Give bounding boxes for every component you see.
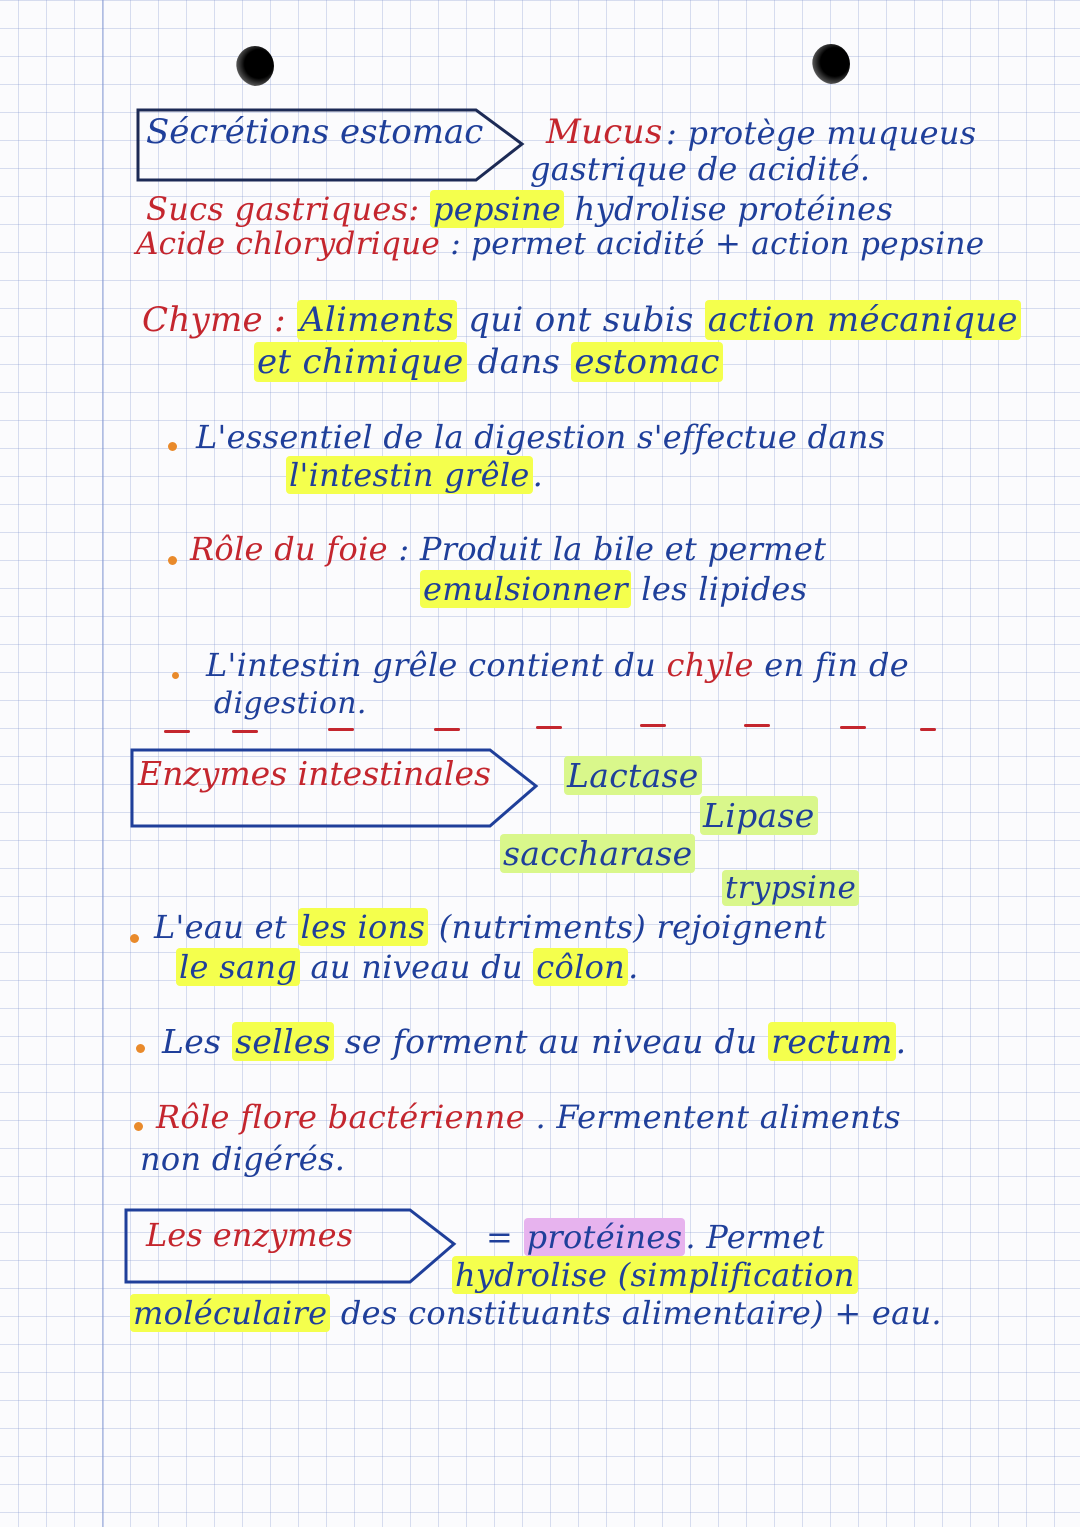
bullet-dot (134, 1122, 143, 1131)
bullet1-line2: l'intestin grêle. (286, 456, 543, 494)
box-les-enzymes (124, 1206, 460, 1286)
enzyme-saccharase: saccharase (500, 834, 695, 873)
bullet-dot (136, 1044, 145, 1053)
sucs-highlight: pepsine (430, 190, 564, 228)
box-label: Enzymes intestinales (138, 754, 491, 793)
mucus-term: Mucus (546, 112, 663, 152)
def-highlight-pink: protéines (524, 1218, 686, 1256)
chyme-term: Chyme (142, 300, 263, 340)
acide-rest: : permet acidité + action pepsine (450, 226, 985, 262)
bullet-dot (168, 442, 177, 451)
def-line2: hydrolise (simplification (452, 1256, 858, 1294)
box-secretions-estomac (136, 106, 526, 184)
bullet1-line1: L'essentiel de la digestion s'effectue dans (196, 418, 886, 456)
mucus-line1: : protège muqueus (666, 114, 977, 152)
mucus-line2: gastrique de acidité. (530, 150, 871, 188)
separator-dash (840, 726, 866, 729)
enzyme-lactase: Lactase (564, 756, 702, 795)
bullet6-line2: non digérés. (140, 1140, 346, 1178)
bullet6-line1: Rôle flore bactérienne . Fermentent aliments (156, 1098, 901, 1136)
bullet2-line2: emulsionner les lipides (420, 570, 807, 608)
bullet-dot (130, 934, 139, 943)
bullet2-line1: Rôle du foie : Produit la bile et permet (190, 530, 827, 568)
margin-line (102, 0, 104, 1527)
bullet3-line1: L'intestin grêle contient du chyle en fin de (206, 646, 909, 684)
separator-dash (328, 728, 354, 731)
def-line1: = protéines. Permet (486, 1218, 825, 1256)
bullet4-line2: le sang au niveau du côlon. (176, 948, 639, 986)
chyme-line2: et chimique dans estomac (254, 342, 723, 382)
separator-dash (164, 730, 190, 733)
bullet4-line1: L'eau et les ions (nutriments) rejoignent (154, 908, 827, 946)
separator-dash (640, 724, 666, 727)
def-line3: moléculaire des constituants alimentaire) + eau. (130, 1294, 942, 1332)
sucs-line (146, 190, 893, 228)
box-label: Sécrétions estomac (146, 112, 484, 152)
sucs-rest: hydrolise protéines (574, 190, 894, 228)
bullet-dot (168, 556, 177, 565)
enzyme-lipase: Lipase (700, 796, 818, 835)
chyme-line1: Chyme : Aliments qui ont subis action mécanique (142, 300, 1021, 340)
bullet2-term: Rôle du foie (190, 530, 388, 568)
separator-dash (434, 728, 460, 731)
separator-dash (744, 724, 770, 727)
separator-dash (232, 730, 258, 733)
separator-dash (536, 726, 562, 729)
sucs-term: Sucs gastriques: (146, 190, 420, 228)
box-enzymes-intestinales (130, 746, 542, 830)
enzyme-trypsine: trypsine (722, 870, 859, 906)
bullet3-term: chyle (666, 646, 754, 684)
bullet5-line: Les selles se forment au niveau du rectum. (162, 1022, 907, 1061)
bullet3-line2: digestion. (214, 686, 367, 721)
binder-hole-left (236, 46, 274, 86)
box-label: Les enzymes (146, 1216, 353, 1254)
acide-line (136, 226, 984, 262)
binder-hole-right (812, 44, 850, 84)
bullet6-term: Rôle flore bactérienne (156, 1098, 525, 1136)
acide-term: Acide chlorydrique (136, 226, 441, 262)
separator-dash (920, 728, 936, 731)
bullet-dot (172, 672, 179, 679)
